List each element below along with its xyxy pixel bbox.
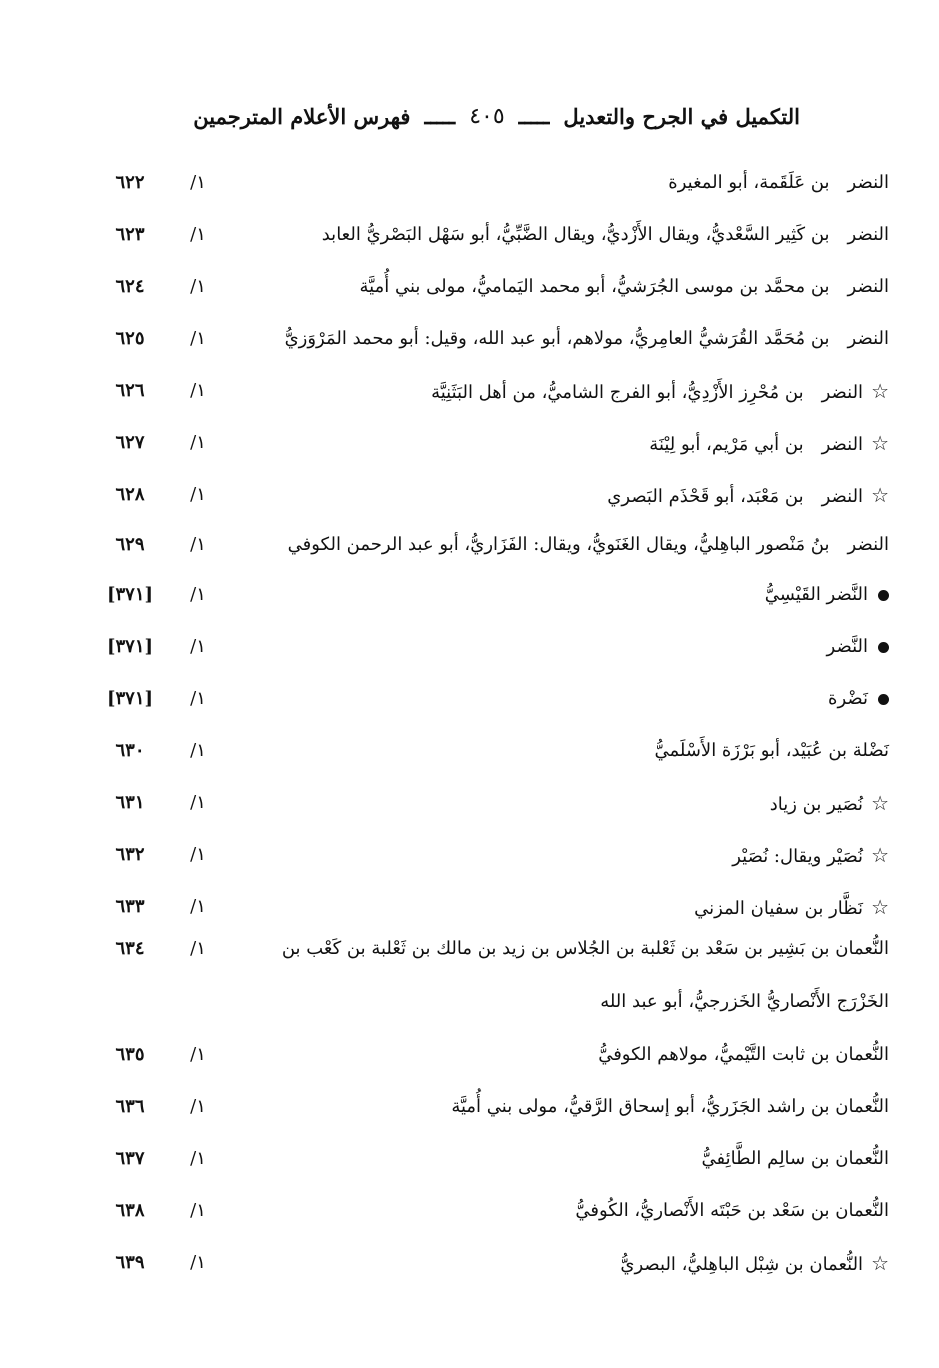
entry-head: النضر xyxy=(847,172,889,193)
entry-description: بن عَلَقَمة، أبو المغيرة xyxy=(668,172,830,193)
index-entry xyxy=(0,1040,939,1092)
entry-head: نُصَير بن زياد xyxy=(769,794,864,815)
entry-name xyxy=(239,1248,889,1280)
entry-name xyxy=(239,324,889,354)
entry-volume: ١/ xyxy=(190,380,206,401)
entry-volume: ١/ xyxy=(190,1096,206,1117)
entry-name xyxy=(239,632,889,662)
entry-name xyxy=(239,272,889,302)
entry-volume: ١/ xyxy=(190,432,206,453)
entry-page: [٣٧١] xyxy=(106,636,154,657)
entry-name xyxy=(239,1144,889,1174)
entry-page: ٦٢٤ xyxy=(115,276,145,297)
index-entry xyxy=(0,840,939,892)
index-entry-continuation xyxy=(0,987,939,1039)
book-title: التكميل في الجرح والتعديل xyxy=(563,103,800,129)
entry-name xyxy=(239,220,889,250)
index-entry xyxy=(0,1248,939,1300)
entry-name xyxy=(239,684,889,714)
entry-head: النضر xyxy=(847,224,889,245)
entry-continuation-text: الخَزْرَج الأَنْصاريُّ الخَزرجيُّ، أبو عبد الله xyxy=(600,991,889,1012)
index-entry xyxy=(0,934,939,986)
entry-head: النُّعمان بن راشد الجَزَريُّ، أبو إسحاق الرَّقيُّ، مولى بني أُميَّة xyxy=(451,1096,889,1117)
index-entry xyxy=(0,788,939,840)
index-entry xyxy=(0,480,939,532)
entry-description: بن أبي مَرْيم، أبو لِيْنَة xyxy=(649,434,804,455)
index-entry xyxy=(0,324,939,376)
entry-name xyxy=(239,788,889,820)
entry-volume: ١/ xyxy=(190,938,206,959)
entry-volume: ١/ xyxy=(190,584,206,605)
entry-name xyxy=(239,840,889,872)
section-title: فهرس الأعلام المترجمين xyxy=(193,103,411,129)
index-entry xyxy=(0,220,939,272)
entry-volume: ١/ xyxy=(190,1148,206,1169)
bullet-icon xyxy=(878,694,889,705)
entry-head: نَضْرة xyxy=(828,688,868,709)
index-entry xyxy=(0,530,939,582)
entry-description: بن مَعْبَد، أبو قَحْذَم البَصري xyxy=(607,486,804,507)
index-entry xyxy=(0,376,939,428)
entry-page: ٦٣٩ xyxy=(115,1252,145,1273)
entry-page: ٦٣٢ xyxy=(115,844,145,865)
bullet-icon xyxy=(878,590,889,601)
entry-head: النُّعمان بن سَعْد بن حَبْتَه الأَنْصاريُّ، الكُوفيُّ xyxy=(575,1200,889,1221)
entry-name xyxy=(239,428,889,460)
entry-volume: ١/ xyxy=(190,224,206,245)
entry-page: ٦٢٧ xyxy=(115,432,145,453)
entry-page: ٦٣٨ xyxy=(115,1200,145,1221)
entry-name xyxy=(239,530,889,560)
entry-head: النَّضر القَيْسِيُّ xyxy=(764,584,868,605)
entry-name xyxy=(239,168,889,198)
entry-page: ٦٣١ xyxy=(115,792,145,813)
entry-volume: ١/ xyxy=(190,792,206,813)
header-dash: ـــــ xyxy=(518,103,550,129)
entry-head: نَضْلة بن عُبَيْد، أبو بَرْزَة الأَسْلَميُّ xyxy=(654,740,889,761)
entry-page: ٦٢٣ xyxy=(115,224,145,245)
entry-description: بن مُحْرِز الأَزْدِيُّ، أبو الفرج الشاميُّ، من أهل البَثَنِيَّة xyxy=(431,382,804,403)
entry-head: النضر xyxy=(821,434,864,455)
entry-page: ٦٢٦ xyxy=(115,380,145,401)
star-icon: ☆ xyxy=(871,483,889,507)
entry-volume: ١/ xyxy=(190,844,206,865)
entry-name xyxy=(239,1196,889,1226)
entry-head: النَّضر xyxy=(826,636,868,657)
star-icon: ☆ xyxy=(871,791,889,815)
entry-head: النضر xyxy=(847,328,889,349)
entry-name xyxy=(239,934,889,964)
entry-page: ٦٢٨ xyxy=(115,484,145,505)
entry-head: النُّعمان بن ثابت التَّيْميُّ، مولاهم الكوفيُّ xyxy=(598,1044,889,1065)
entry-head: نَظَّار بن سفيان المزني xyxy=(694,898,864,919)
entry-name xyxy=(239,892,889,924)
entry-volume: ١/ xyxy=(190,636,206,657)
star-icon: ☆ xyxy=(871,1251,889,1275)
index-entry xyxy=(0,1092,939,1144)
entry-volume: ١/ xyxy=(190,740,206,761)
header-dash: ـــــ xyxy=(424,103,456,129)
entry-head: نُصَيْر ويقال: نُصَيْر xyxy=(732,846,864,867)
entry-page: ٦٣٠ xyxy=(115,740,145,761)
entry-volume: ١/ xyxy=(190,276,206,297)
entry-page: [٣٧١] xyxy=(106,688,154,709)
star-icon: ☆ xyxy=(871,431,889,455)
entry-name xyxy=(239,1092,889,1122)
index-entry xyxy=(0,168,939,220)
entry-page: ٦٢٢ xyxy=(115,172,145,193)
entry-name xyxy=(239,480,889,512)
page-number: ٤٠٥ xyxy=(469,103,505,129)
entry-head: النضر xyxy=(847,276,889,297)
entry-name xyxy=(239,736,889,766)
entry-page: ٦٣٦ xyxy=(115,1096,145,1117)
entry-volume: ١/ xyxy=(190,896,206,917)
entry-volume: ١/ xyxy=(190,1252,206,1273)
entry-name xyxy=(239,1040,889,1070)
entry-volume: ١/ xyxy=(190,484,206,505)
index-entry xyxy=(0,1196,939,1248)
entry-volume: ١/ xyxy=(190,172,206,193)
entry-description: بنُ مَنْصور الباهِليُّ، ويقال الغَنَويُّ، ويقال: الفَزَاريُّ، أبو عبد الرحمن الكوفي xyxy=(287,534,830,555)
entry-volume: ١/ xyxy=(190,688,206,709)
index-entry xyxy=(0,1144,939,1196)
entry-head: النُّعمان بن شِبْل الباهِليُّ، البصريُّ xyxy=(620,1254,864,1275)
star-icon: ☆ xyxy=(871,379,889,403)
index-entry xyxy=(0,736,939,788)
entry-description: بن كَثِير السَّعْديُّ، ويقال الأَزْديُّ، ويقال الضَّبِّيُّ، أبو سَهْل البَصْريُّ العابد xyxy=(321,224,830,245)
entry-page: ٦٣٤ xyxy=(115,938,145,959)
entry-page: ٦٣٥ xyxy=(115,1044,145,1065)
entry-page: [٣٧١] xyxy=(106,584,154,605)
index-entry xyxy=(0,632,939,684)
entry-page: ٦٣٣ xyxy=(115,896,145,917)
entry-name xyxy=(239,580,889,610)
entry-description: بن مُحَمَّد القُرَشيُّ العامِريُّ، مولاهم، أبو عبد الله، وقيل: أبو محمد المَرْوَزيُّ xyxy=(284,328,830,349)
bullet-icon xyxy=(878,642,889,653)
entry-name xyxy=(239,376,889,408)
entry-head: النضر xyxy=(821,486,864,507)
page-header xyxy=(180,96,800,136)
entry-head: النُّعمان بن بَشِير بن سَعْد بن ثَعْلبة بن الجُلاس بن زيد بن مالك بن ثَعْلبة بن كَعْب بن xyxy=(281,938,889,959)
entry-volume: ١/ xyxy=(190,328,206,349)
index-entry xyxy=(0,580,939,632)
entry-head: النضر xyxy=(847,534,889,555)
entry-volume: ١/ xyxy=(190,1200,206,1221)
entry-head: النضر xyxy=(821,382,864,403)
index-entry xyxy=(0,428,939,480)
star-icon: ☆ xyxy=(871,843,889,867)
entry-page: ٦٢٩ xyxy=(115,534,145,555)
index-entry xyxy=(0,684,939,736)
entry-page: ٦٣٧ xyxy=(115,1148,145,1169)
index-entry xyxy=(0,272,939,324)
entry-volume: ١/ xyxy=(190,534,206,555)
entry-volume: ١/ xyxy=(190,1044,206,1065)
entry-description: بن محمَّد بن موسى الجُرَشيُّ، أبو محمد اليَماميُّ، مولى بني أُميَّة xyxy=(359,276,830,297)
star-icon: ☆ xyxy=(871,895,889,919)
entry-page: ٦٢٥ xyxy=(115,328,145,349)
entry-head: النُّعمان بن سالِم الطَّائِفيُّ xyxy=(701,1148,889,1169)
